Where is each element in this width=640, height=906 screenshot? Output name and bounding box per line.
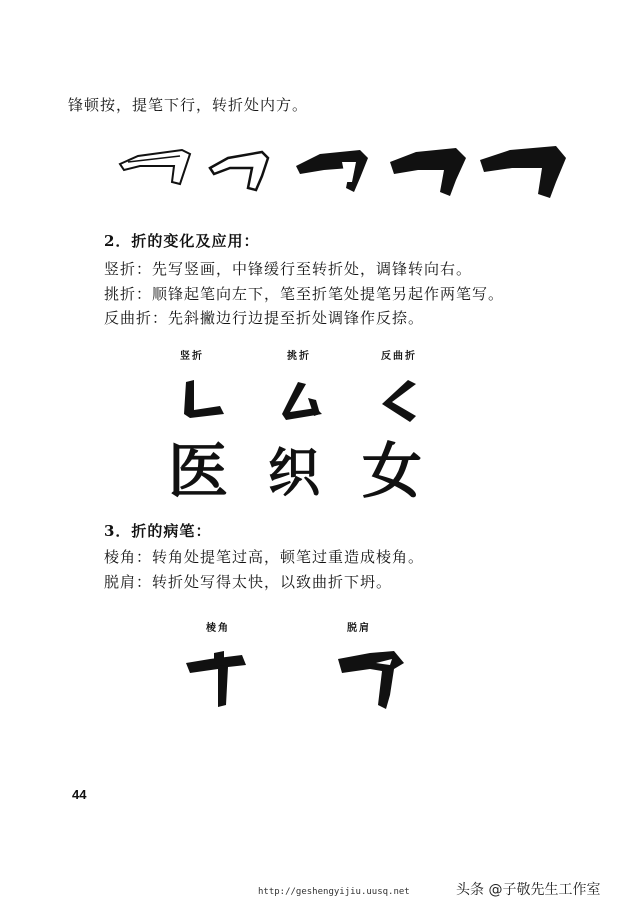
stroke-sequence-illustration: [110, 132, 570, 202]
section-heading-faults: 3．折的病笔：: [104, 522, 212, 540]
section-heading-variations: 2．折的变化及应用：: [104, 232, 260, 250]
caption-tuojian: 脱肩: [347, 623, 371, 634]
text-line-intro: 锋顿按，提笔下行，转折处内方。: [68, 96, 309, 114]
caption-tiaozhe: 挑折: [287, 351, 311, 362]
text-line-tuojian: 脱肩：转折处写得太快，以致曲折下坍。: [104, 573, 393, 591]
text-line-tiaozhe: 挑折：顺锋起笔向左下，笔至折笔处提笔另起作两笔写。: [104, 285, 505, 303]
source-url: http://geshengyijiu.uusq.net: [258, 887, 410, 897]
example-strokes-row: [170, 372, 470, 432]
page-number: 44: [72, 787, 87, 802]
fault-strokes-illustration: [180, 645, 440, 715]
text-line-shuzhe: 竖折：先写竖画，中锋缓行至转折处，调锋转向右。: [104, 260, 473, 278]
caption-shuzhe: 竖折: [180, 351, 204, 362]
text-line-lengjiao: 棱角：转角处提笔过高，顿笔过重造成棱角。: [104, 548, 425, 566]
text-line-fanquzhe: 反曲折：先斜撇边行边提至折处调锋作反捺。: [104, 309, 425, 327]
example-char-zhi: 织: [268, 443, 321, 504]
watermark: 头条 @子敬先生工作室: [456, 882, 601, 898]
caption-fanquzhe: 反曲折: [381, 351, 417, 362]
example-char-yi: 医: [168, 437, 228, 507]
example-char-nv: 女: [362, 437, 422, 507]
caption-lengjiao: 棱角: [206, 623, 230, 634]
